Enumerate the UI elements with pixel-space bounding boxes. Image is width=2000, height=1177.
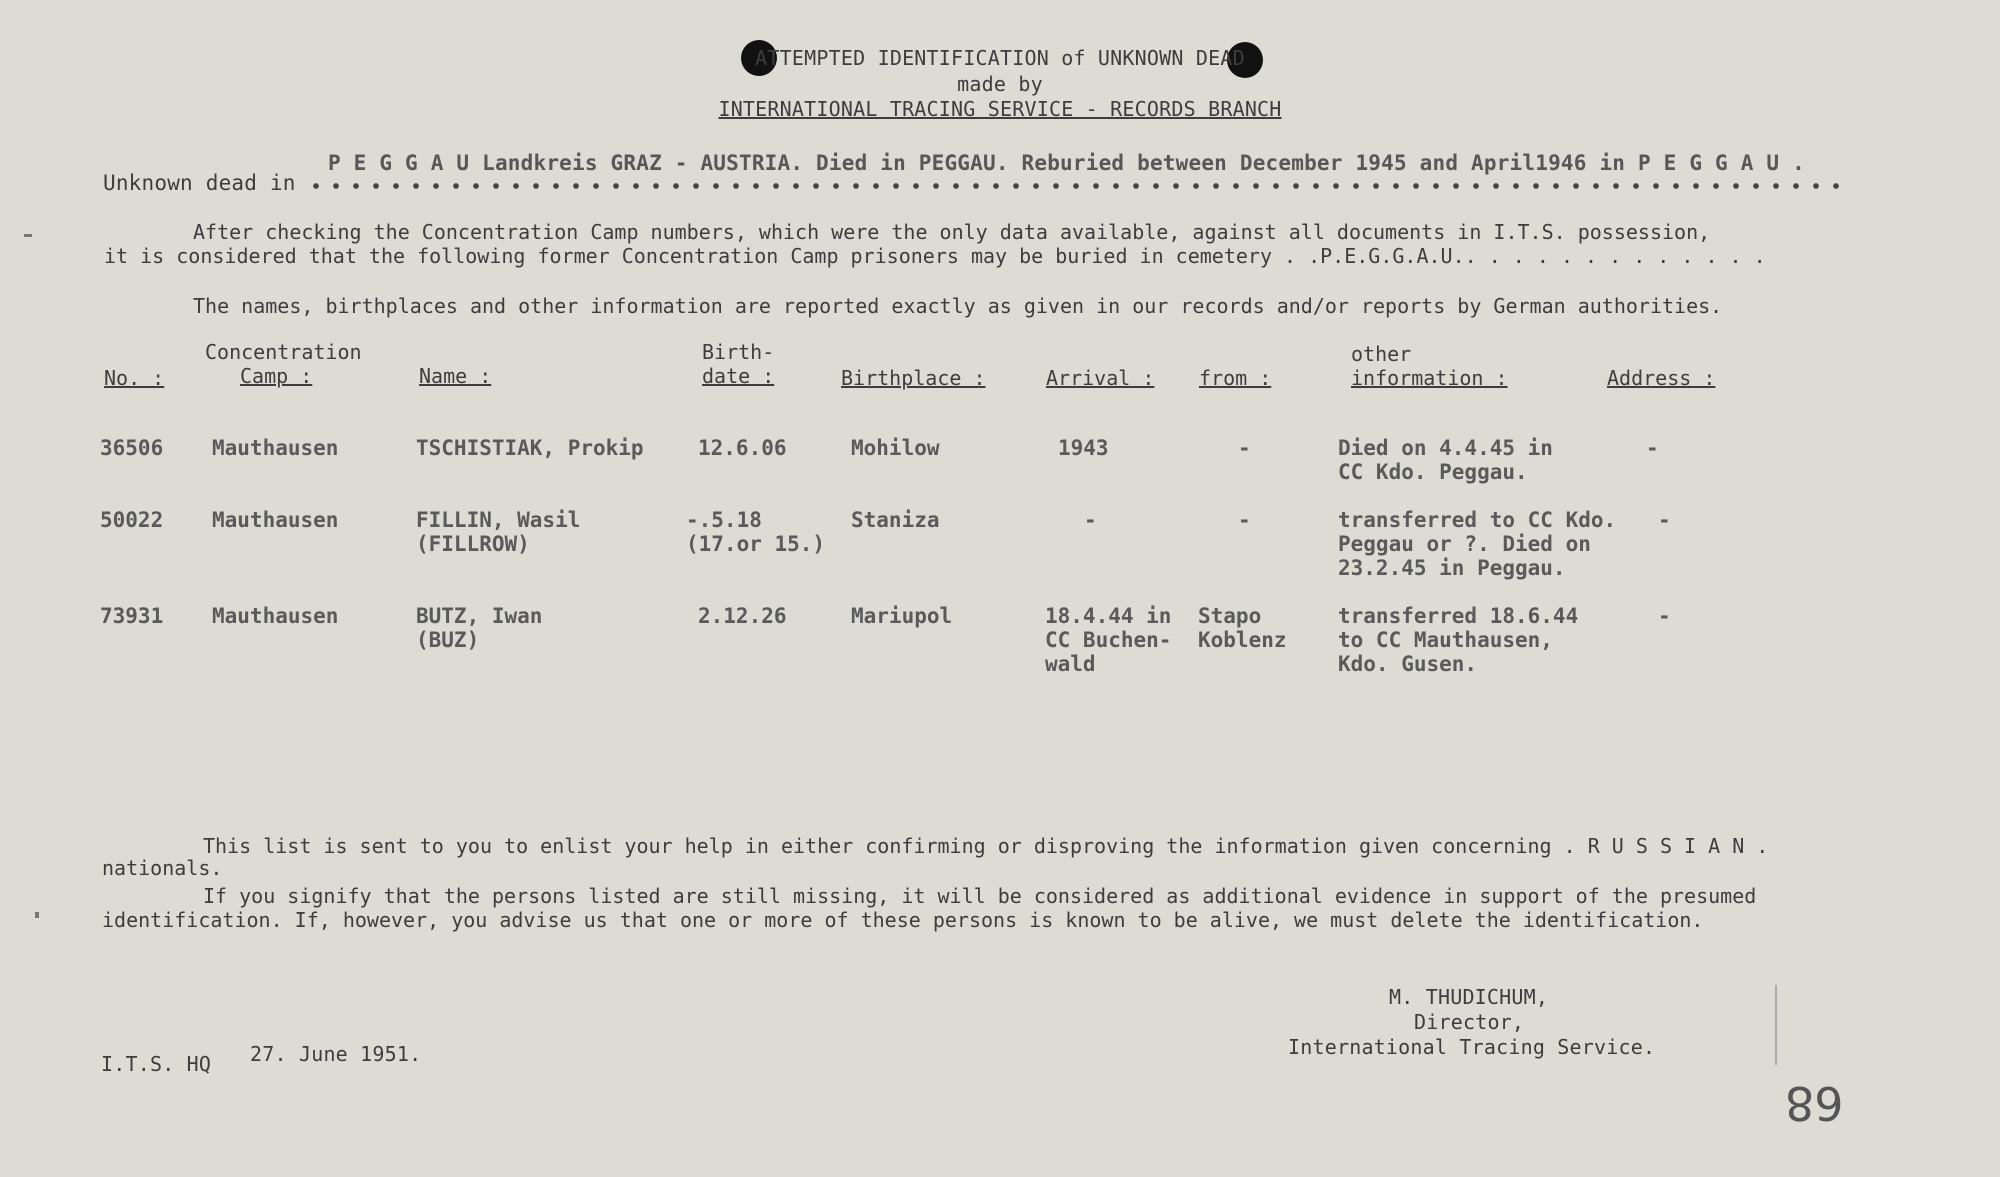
row3-address: -	[1658, 604, 1671, 628]
closing-p1-line1: This list is sent to you to enlist your help in either confirming or disproving the information given concerning . R U S S I A N .	[203, 834, 1769, 858]
signature-org: International Tracing Service.	[1288, 1035, 1656, 1059]
row1-other: Died on 4.4.45 in CC Kdo. Peggau.	[1338, 436, 1553, 484]
row3-birthdate: 2.12.26	[698, 604, 787, 628]
row2-camp: Mauthausen	[212, 508, 339, 532]
closing-p2-line1: If you signify that the persons listed are still missing, it will be considered as additional evidence in support of the presumed	[203, 884, 1757, 908]
header-other-bottom: information :	[1351, 366, 1508, 390]
unknown-dead-place: P E G G A U Landkreis GRAZ - AUSTRIA. Died in PEGGAU. Reburied between December 1945 and April1946 in P E G G A U .	[328, 151, 1805, 175]
row3-no: 73931	[100, 604, 164, 628]
signature-name: M. THUDICHUM,	[1389, 985, 1549, 1009]
row1-no: 36506	[100, 436, 164, 460]
document-title: ATTEMPTED IDENTIFICATION of UNKNOWN DEAD	[755, 46, 1245, 70]
intro-line-1: After checking the Concentration Camp numbers, which were the only data available, against all documents in I.T.S. possession,	[193, 220, 1711, 244]
header-other-top: other	[1351, 342, 1412, 366]
row3-birthplace: Mariupol	[851, 604, 953, 628]
row3-arrival: 18.4.44 in CC Buchen- wald	[1045, 604, 1172, 676]
header-camp-bottom: Camp :	[240, 364, 313, 388]
row3-name: BUTZ, Iwan (BUZ)	[416, 604, 543, 652]
row2-arrival: -	[1084, 508, 1097, 532]
header-from: from :	[1199, 366, 1272, 390]
header-no: No. :	[104, 366, 165, 390]
header-camp-top: Concentration	[205, 340, 362, 364]
row1-from: -	[1238, 436, 1251, 460]
footer-origin: I.T.S. HQ	[101, 1052, 212, 1076]
row1-camp: Mauthausen	[212, 436, 339, 460]
row3-camp: Mauthausen	[212, 604, 339, 628]
dotted-fill-line	[306, 182, 1851, 190]
document-subtitle: made by	[957, 72, 1043, 96]
row2-birthdate: -.5.18 (17.or 15.)	[686, 508, 826, 556]
margin-mark	[24, 234, 32, 237]
row3-from: Stapo Koblenz	[1198, 604, 1287, 652]
unknown-dead-label: Unknown dead in	[103, 171, 296, 195]
signature-title: Director,	[1414, 1010, 1525, 1034]
row2-no: 50022	[100, 508, 164, 532]
row2-other: transferred to CC Kdo. Peggau or ?. Died on 23.2.45 in Peggau.	[1338, 508, 1617, 580]
row2-from: -	[1238, 508, 1251, 532]
header-birth-bottom: date :	[702, 364, 775, 388]
closing-p2-line2: identification. If, however, you advise us that one or more of these persons is known to be alive, we must delete the identification.	[102, 908, 1704, 932]
intro-line-3: The names, birthplaces and other information are reported exactly as given in our records and/or reports by German authorities.	[193, 294, 1723, 318]
row1-birthdate: 12.6.06	[698, 436, 787, 460]
row2-address: -	[1658, 508, 1671, 532]
intro-line-2: it is considered that the following former Concentration Camp prisoners may be buried in cemetery . .P.E.G.G.A.U.. . . . . . . . . . . . .	[104, 244, 1766, 268]
header-address: Address :	[1607, 366, 1716, 390]
header-birthplace: Birthplace :	[841, 366, 986, 390]
organization-heading: INTERNATIONAL TRACING SERVICE - RECORDS BRANCH	[718, 97, 1282, 121]
header-birth-top: Birth-	[702, 340, 775, 364]
row3-other: transferred 18.6.44 to CC Mauthausen, Kdo. Gusen.	[1338, 604, 1579, 676]
margin-mark	[35, 912, 39, 918]
row1-name: TSCHISTIAK, Prokip	[416, 436, 644, 460]
row2-name: FILLIN, Wasil (FILLROW)	[416, 508, 581, 556]
page-number: 68	[1785, 1076, 1844, 1130]
header-name: Name :	[419, 364, 492, 388]
row1-address: -	[1646, 436, 1659, 460]
header-arrival: Arrival :	[1046, 366, 1155, 390]
closing-p1-line2: nationals.	[102, 856, 223, 880]
row2-birthplace: Staniza	[851, 508, 940, 532]
row1-arrival: 1943	[1058, 436, 1109, 460]
row1-birthplace: Mohilow	[851, 436, 940, 460]
margin-mark	[1775, 985, 1777, 1065]
footer-date: 27. June 1951.	[250, 1042, 422, 1066]
